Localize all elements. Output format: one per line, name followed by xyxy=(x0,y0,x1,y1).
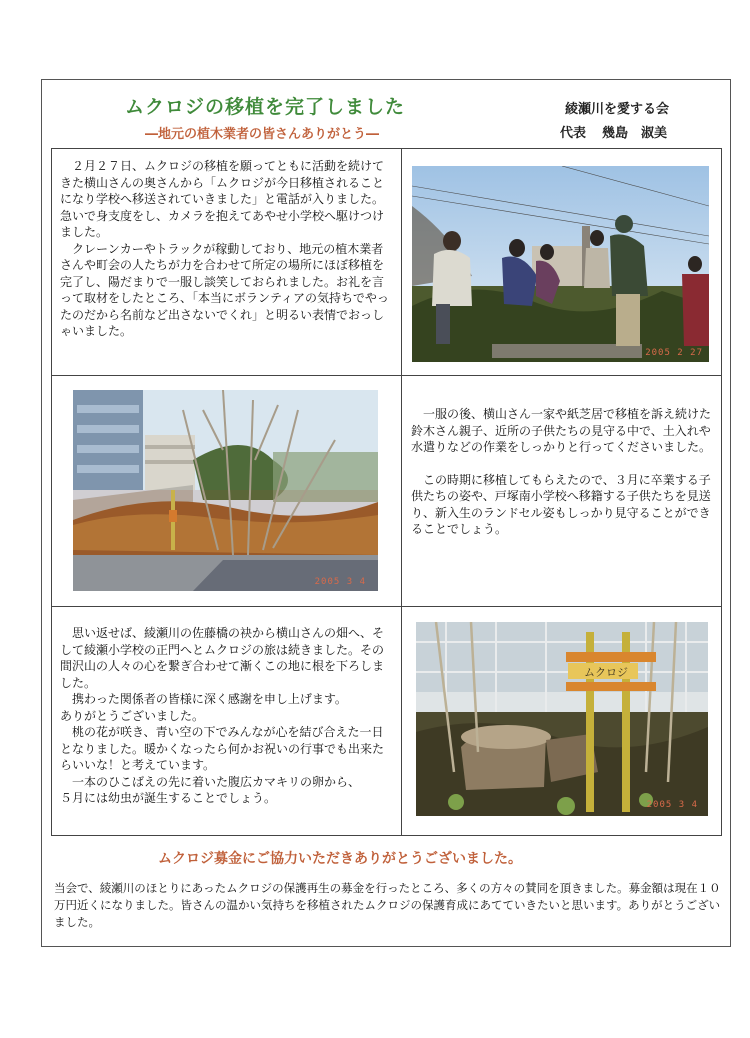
sign-label: ムクロジ xyxy=(584,666,628,679)
section3-line-5: 一本のひこばえの先に着いた腹広カマキリの卵から、 xyxy=(72,774,361,789)
section3-line-1: 思い返せば、綾瀬川の佐藤橋の袂から横山さんの畑へ、そして綾瀬小学校の正門へとムクロジの旅は続きました。その間沢山の人々の心を繋ぎ合わせて漸くこの地に根を下ろしました。 xyxy=(60,626,385,690)
grid-divider-vertical xyxy=(401,149,402,835)
section1-paragraph-1: ２月２７日、ムクロジの移植を願ってともに活動を続けてきた横山さんの奥さんから「ムクロジが今日移植されることになり学校へ移送されていきました」と電話が入りました。急いで身支度をし、カメラを抱えてあやせ小学校へ駆けつけました。 xyxy=(60,159,385,239)
photo-transplanted-tree xyxy=(73,390,378,591)
photo-date-stamp: 2005 3 4 xyxy=(314,577,366,587)
photo-date-stamp: 2005 2 27 xyxy=(645,348,703,358)
section2-paragraph-1: 一服の後、横山さん一家や紙芝居で移植を訴え続けた鈴木さん親子、近所の子供たちの見守る中で、土入れや水遣りなどの作業をしっかりと行ってくださいました。 xyxy=(411,407,712,454)
photo-date-stamp: 2005 3 4 xyxy=(646,800,698,810)
representative-role: 代表 xyxy=(560,126,587,141)
grid-divider-2 xyxy=(52,606,721,607)
photo-transplant-work xyxy=(412,166,709,362)
section1-paragraph-2: クレーンカーやトラックが稼動しており、地元の植木業者さんや町会の人たちが力を合わせて所定の場所にほぼ移植を完了し、陽だまりで一服し談笑しておられました。お礼を言って取材をしたところ、「本当にボランティアの気持ちでやったのだから名前など出さないでくれ」と明るい表情でおっしゃいました。 xyxy=(60,241,389,338)
representative-name: 幾島 淑美 xyxy=(602,126,668,141)
section1-text xyxy=(60,158,394,340)
section2-paragraph-2: この時期に移植してもらえたので、３月に卒業する子供たちの姿や、戸塚南小学校へ移籍する子供たちを見送り、新入生のランドセル姿もしっかり見守ることができることでしょう。 xyxy=(411,472,711,536)
donation-text: 当会で、綾瀬川のほとりにあったムクロジの保護再生の募金を行ったところ、多くの方々の賛同を頂きました。募金額は現在１０万円近くになりました。皆さんの温かい気持ちを移植されたムクロジの保護育成にあてていきたいと思います。ありがとうございました。 xyxy=(54,881,721,929)
section2-text xyxy=(411,406,717,538)
section3-line-3: ありがとうございました。 xyxy=(60,708,205,723)
representative xyxy=(560,122,667,141)
section3-line-6: ５月には幼虫が誕生することでしょう。 xyxy=(60,791,277,805)
section3-line-2: 携わった関係者の皆様に深く感謝を申し上げます。 xyxy=(72,692,347,706)
page-subtitle: ―地元の植木業者の皆さんありがとう― xyxy=(145,127,380,142)
page-title: ムクロジの移植を完了しました xyxy=(125,96,406,118)
grid-divider-1 xyxy=(52,375,721,376)
donation-heading: ムクロジ募金にご協力いただきありがとうございました。 xyxy=(158,851,522,867)
section3-line-4: 桃の花が咲き、青い空の下でみんなが心を結び合えた一日となりました。暖かくなったら何かお祝いの行事でも出来たらいいな！と考えています。 xyxy=(60,725,385,772)
section3-text xyxy=(60,625,394,807)
organization-name: 綾瀬川を愛する会 xyxy=(565,102,670,117)
photo-tree-sign xyxy=(416,622,708,816)
